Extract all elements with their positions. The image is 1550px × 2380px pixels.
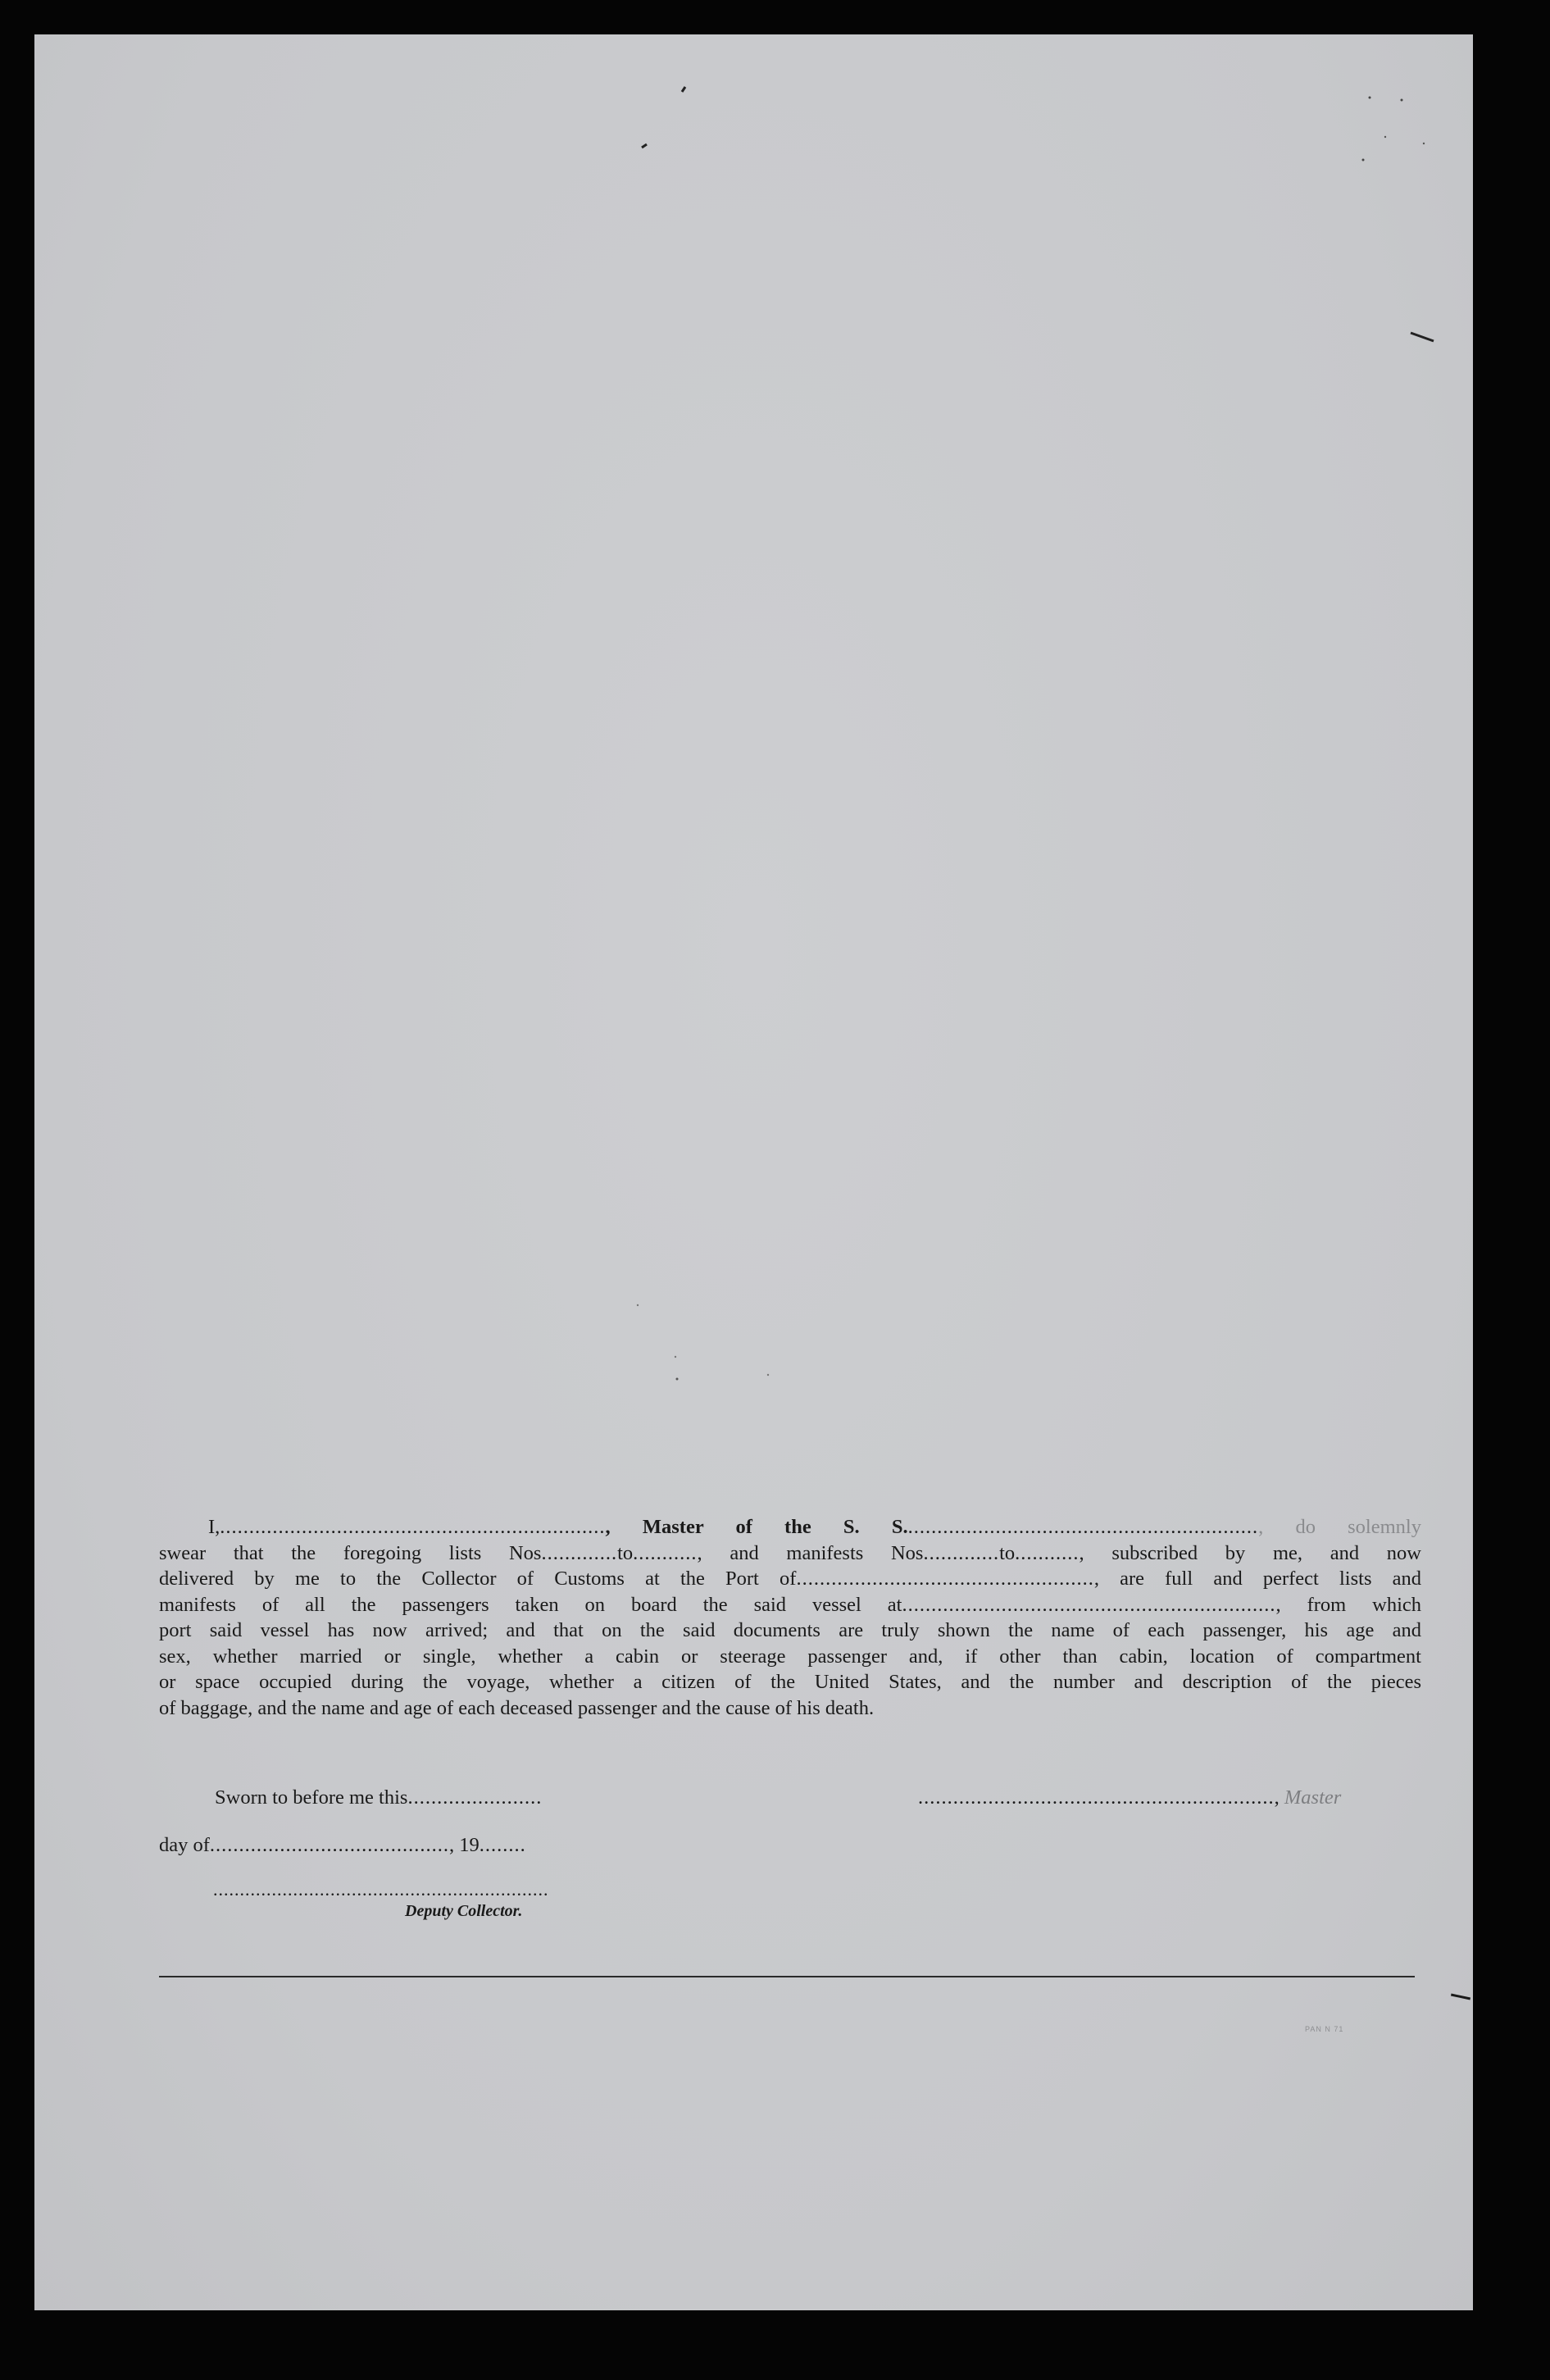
oath-line-8: of baggage, and the name and age of each deceased passenger and the cause of his death. [159, 1696, 875, 1719]
oath-line1-prefix: I, [208, 1516, 220, 1538]
master-signature-line: ............................................................., Master [918, 1786, 1342, 1809]
master-label: Master [1284, 1786, 1342, 1809]
sworn-label: Sworn to before me this [215, 1786, 408, 1809]
oath-line3-b: , are full and perfect lists and [1093, 1568, 1422, 1590]
oath-line-7: or space occupied during the voyage, whether a citizen of the United States, and the number and description of the pieces [159, 1671, 1421, 1693]
oath-line2-c: , subscribed by me, and now [1079, 1541, 1421, 1564]
oath-line-1: I,.................................................................., Master of the S. S............................................................., do solemnly [208, 1516, 1421, 1538]
deputy-collector-label: Deputy Collector. [405, 1902, 523, 1920]
oath-line3-a: delivered by me to the Collector of Customs at the Port of [159, 1568, 797, 1590]
oath-line1-suffix: , do solemnly [1258, 1516, 1421, 1538]
sworn-line: Sworn to before me this....................... [215, 1786, 543, 1809]
oath-line2-b: , and manifests Nos [697, 1541, 924, 1564]
oath-line-4: manifests of all the passengers taken on board the said vessel at................................................................, from which [159, 1593, 1422, 1616]
oath-line-2: swear that the foregoing lists Nos.............to..........., and manifests Nos.............to..........., subscribed by me, and now [159, 1541, 1421, 1564]
oath-line-3: delivered by me to the Collector of Customs at the Port of..................................................., are full and perfect lists and [159, 1568, 1422, 1590]
oath-line-5: port said vessel has now arrived; and that on the said documents are truly shown the name of each passenger, his age and [159, 1619, 1421, 1641]
form-code: PAN N 71 [1305, 2025, 1344, 2033]
horizontal-rule [159, 1976, 1415, 1977]
oath-line4-a: manifests of all the passengers taken on board the said vessel at [159, 1593, 902, 1616]
oath-line-6: sex, whether married or single, whether a cabin or steerage passenger and, if other than cabin, location of compartment [159, 1645, 1421, 1668]
day-of-line: day of........................................., 19........ [159, 1834, 526, 1856]
day-of-label: day of [159, 1834, 210, 1856]
deputy-signature-line: ............................................................... [213, 1879, 549, 1900]
oath-line2-a: swear that the foregoing lists Nos [159, 1541, 542, 1564]
oath-line1-master: , Master of the S. S. [605, 1516, 908, 1538]
document-page [34, 34, 1473, 2310]
master-oath-paragraph [159, 1514, 1421, 1721]
scan-specks [34, 34, 1473, 2310]
oath-line4-b: , from which [1275, 1593, 1422, 1616]
oath-line2-to: to [617, 1541, 634, 1564]
oath-line2-to2: to [999, 1541, 1016, 1564]
year-prefix: , 19 [449, 1834, 480, 1856]
